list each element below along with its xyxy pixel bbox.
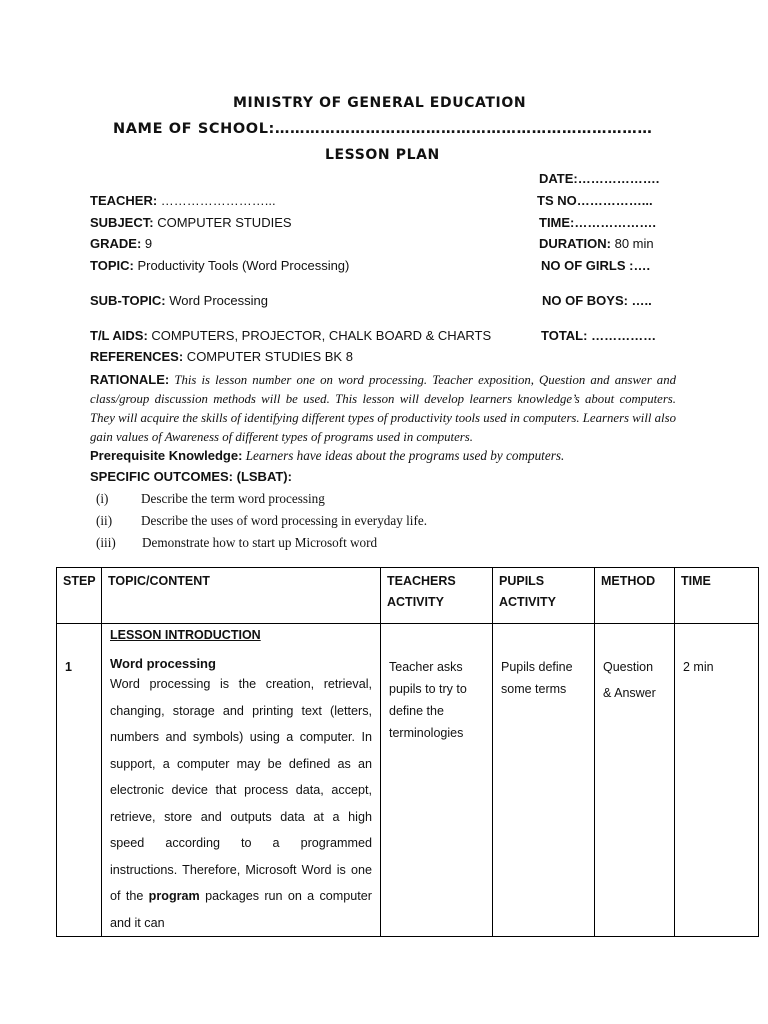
content-body-paragraph xyxy=(110,671,372,936)
duration-field xyxy=(539,236,654,251)
references-value: COMPUTER STUDIES BK 8 xyxy=(183,349,353,364)
method-line-2: & Answer xyxy=(603,686,656,700)
content-bold-word: program xyxy=(148,889,200,903)
references-label: REFERENCES: xyxy=(90,349,184,364)
subject-value: COMPUTER STUDIES xyxy=(153,215,292,230)
duration-label: DURATION: xyxy=(539,236,611,251)
time-field: TIME:………………. xyxy=(539,215,656,230)
step-cell xyxy=(57,624,102,937)
subject-field xyxy=(90,215,292,230)
topic-field xyxy=(90,258,349,273)
outcome-num: (ii) xyxy=(96,513,113,528)
step-number: 1 xyxy=(65,660,72,674)
no-of-boys-field: NO OF BOYS: ….. xyxy=(542,293,652,308)
subtopic-value: Word Processing xyxy=(165,293,268,308)
outcome-text: Describe the uses of word processing in everyday life. xyxy=(141,513,428,528)
subject-label: SUBJECT: xyxy=(90,215,154,230)
total-field: TOTAL: …………… xyxy=(541,328,657,343)
tl-aids-value: COMPUTERS, PROJECTOR, CHALK BOARD & CHARTS xyxy=(147,328,492,343)
method-cell xyxy=(595,624,675,937)
teachers-activity-text: Teacher asks pupils to try to define the terminologies xyxy=(389,660,467,740)
lesson-introduction-heading: LESSON INTRODUCTION xyxy=(110,628,261,642)
lesson-steps-table xyxy=(56,567,759,937)
topic-content-cell xyxy=(102,624,381,937)
subtopic-label: SUB-TOPIC: xyxy=(90,293,166,308)
header-step: STEP xyxy=(57,568,102,624)
pupils-activity-cell xyxy=(493,624,595,937)
pupils-activity-text: Pupils define some terms xyxy=(501,660,573,696)
time-cell xyxy=(675,624,759,937)
grade-value: 9 xyxy=(141,236,153,251)
header-method: METHOD xyxy=(595,568,675,624)
date-field: DATE:………………. xyxy=(539,171,660,186)
no-of-girls-field: NO OF GIRLS :…. xyxy=(541,258,651,273)
header-pupils-activity: PUPILS ACTIVITY xyxy=(493,568,595,624)
outcome-num: (i) xyxy=(96,491,109,506)
teacher-label: TEACHER: xyxy=(90,193,158,208)
time-value: 2 min xyxy=(683,660,714,674)
content-tail: packages run on a computer and it can xyxy=(110,889,373,930)
method-line-1: Question xyxy=(603,660,654,674)
table-row xyxy=(57,624,759,937)
teacher-value: ……………………... xyxy=(157,193,276,208)
topic-label: TOPIC: xyxy=(90,258,134,273)
teacher-field xyxy=(90,193,276,208)
outcome-text: Demonstrate how to start up Microsoft word xyxy=(142,535,378,550)
references-field xyxy=(90,349,353,364)
rationale-text: This is lesson number one on word processing. Teacher exposition, Question and answer and class/group discussion methods will be used. This lesson will develop learners knowledge’s about computers. They will acquire the skills of identifying different types of productivity tools used in computers. Learners will also gain values of Awareness of different types of programs used in computers. xyxy=(90,373,676,444)
outcome-text: Describe the term word processing xyxy=(141,491,325,506)
content-title: Word processing xyxy=(110,656,216,671)
ministry-heading: MINISTRY OF GENERAL EDUCATION xyxy=(233,95,527,111)
header-teachers-activity: TEACHERS ACTIVITY xyxy=(381,568,493,624)
teachers-activity-cell xyxy=(381,624,493,937)
header-time: TIME xyxy=(675,568,759,624)
rationale-label: RATIONALE: xyxy=(90,372,170,387)
grade-field xyxy=(90,236,152,251)
prerequisite-text: Learners have ideas about the programs used by computers. xyxy=(242,448,565,463)
ts-no-field: TS NO……………... xyxy=(537,193,653,208)
prerequisite-label: Prerequisite Knowledge: xyxy=(90,448,243,463)
outcome-num: (iii) xyxy=(96,535,116,550)
prerequisite-line xyxy=(90,447,564,465)
duration-value: 80 min xyxy=(610,236,654,251)
subtopic-field xyxy=(90,293,268,308)
header-topic-content: TOPIC/CONTENT xyxy=(102,568,381,624)
topic-value: Productivity Tools (Word Processing) xyxy=(133,258,350,273)
lesson-plan-title: LESSON PLAN xyxy=(325,147,440,163)
tl-aids-label: T/L AIDS: xyxy=(90,328,148,343)
content-body: Word processing is the creation, retrieval, changing, storage and printing text (letters, numbers and symbols) using a computer. In support, a computer may be defined as an electronic device that process data, accept, retrieve, store and outputs data at a high speed according to a programmed instructions. Therefore, Microsoft Word is one of the xyxy=(110,677,372,903)
table-header-row xyxy=(57,568,759,624)
specific-outcomes-heading: SPECIFIC OUTCOMES: (LSBAT): xyxy=(90,469,292,484)
tl-aids-field xyxy=(90,328,491,343)
school-name-line: NAME OF SCHOOL:………………………………………………………………… xyxy=(113,121,653,137)
rationale-paragraph xyxy=(90,370,676,447)
grade-label: GRADE: xyxy=(90,236,142,251)
